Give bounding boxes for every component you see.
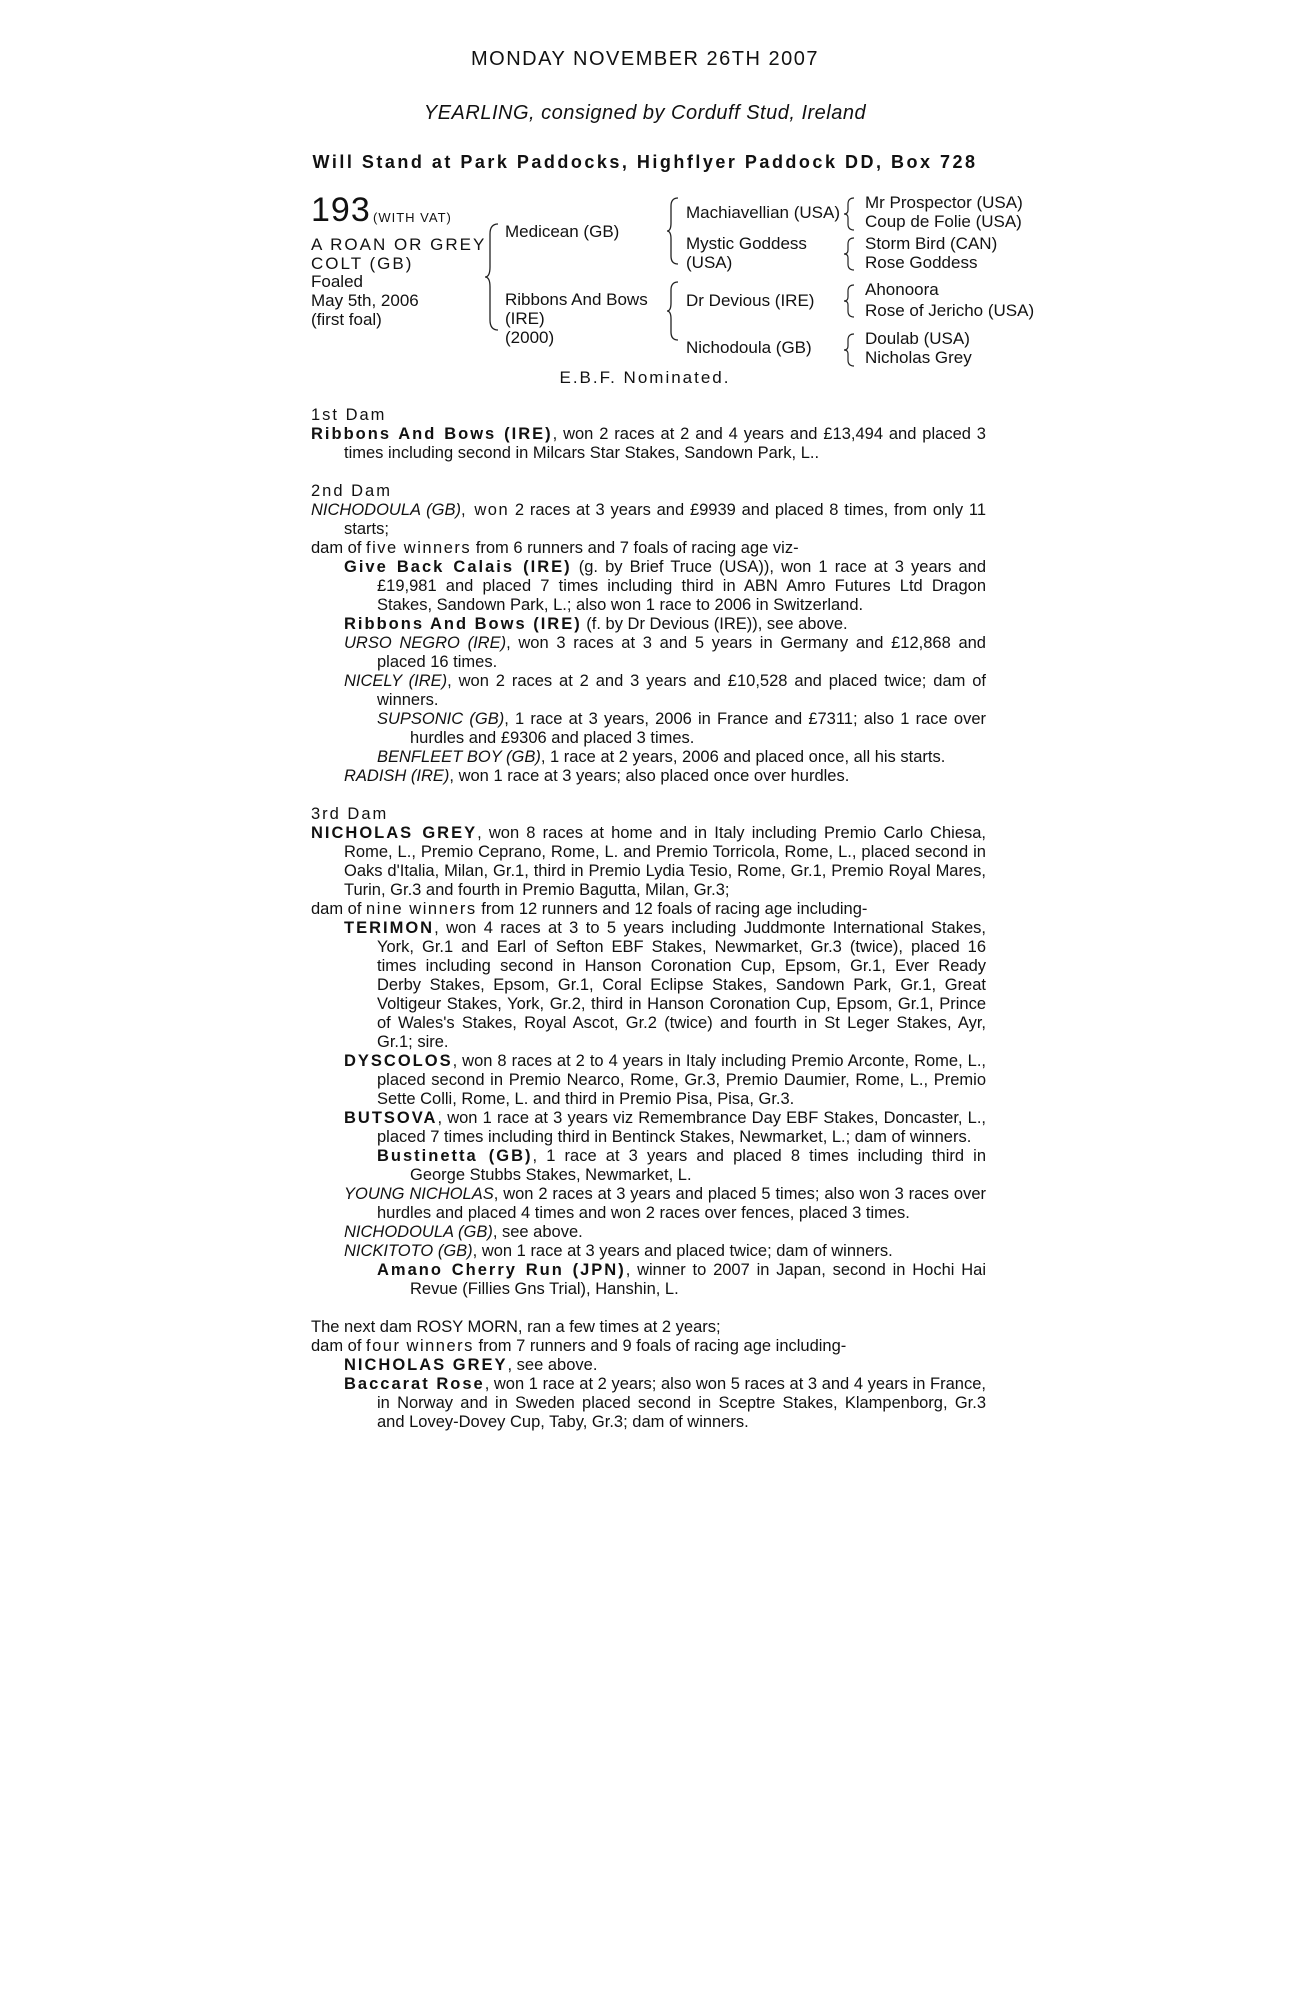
entry-text: (f. by Dr Devious (IRE)), see above.	[581, 615, 848, 633]
progeny-entry	[311, 558, 986, 615]
horse-name: DYSCOLOS	[344, 1052, 453, 1070]
horse-name: Amano Cherry Run (JPN)	[377, 1261, 626, 1279]
horse-name: Give Back Calais (IRE)	[344, 558, 572, 576]
location-line: Will Stand at Park Paddocks, Highflyer Paddock DD, Box 728	[312, 152, 978, 172]
entry-text: , 1 race at 3 years, 2006 in France and £7311; also 1 race over hurdles and £9306 and placed 3 times.	[410, 710, 986, 747]
winners-count: nine winners	[366, 900, 477, 918]
lot-description	[311, 235, 486, 273]
progeny-entry	[311, 1223, 986, 1242]
entry-text: , winner to 2007 in Japan, second in Hochi Hai Revue (Fillies Gns Trial), Hanshin, L.	[410, 1261, 986, 1298]
sale-date: MONDAY NOVEMBER 26TH 2007	[471, 48, 819, 70]
dam-entry	[311, 824, 986, 900]
horse-name: NICHODOULA (GB)	[311, 501, 462, 519]
entry-text: , won 3 races at 3 and 5 years in Germany and £12,868 and placed 16 times.	[377, 634, 986, 671]
grand-progeny-entry	[311, 1261, 986, 1299]
horse-name: Ribbons And Bows (IRE)	[344, 615, 582, 633]
entry-text: , 1 race at 3 years and placed 8 times including third in George Stubbs Stakes, Newmarket, L.	[410, 1147, 986, 1184]
horse-name: BUTSOVA	[344, 1109, 438, 1127]
vat-note: (WITH VAT)	[373, 210, 452, 225]
foaling-info	[311, 272, 419, 329]
horse-name: RADISH (IRE)	[344, 767, 450, 785]
pedigree-brace-ss	[843, 196, 855, 232]
pedigree-brace-sire	[666, 196, 680, 266]
section-first-dam	[311, 406, 986, 463]
pedigree-brace-dd	[843, 332, 855, 368]
produce-prefix: dam of	[311, 1337, 367, 1355]
produce-record	[311, 406, 986, 1432]
produce-summary	[311, 539, 986, 558]
winners-count: five winners	[366, 539, 472, 557]
entry-won: , won	[461, 501, 510, 519]
winners-count: four winners	[366, 1337, 474, 1355]
pedigree-brace-dam	[666, 280, 680, 342]
entry-text: , won 1 race at 2 years; also won 5 races at 3 and 4 years in France, in Norway and in Sweden placed second in Sceptre Stakes, Klampenborg, Gr.3 and Lovey-Dovey Cup, Taby, Gr.3; dam of winners.	[377, 1375, 986, 1431]
section-heading: 2nd Dam	[311, 482, 392, 500]
entry-text: , won 1 race at 3 years and placed twice; dam of winners.	[472, 1242, 893, 1260]
fourth-dam-intro: The next dam ROSY MORN, ran a few times at 2 years;	[311, 1318, 721, 1336]
produce-suffix: from 7 runners and 9 foals of racing age including-	[473, 1337, 847, 1355]
entry-text: , won 8 races at 2 to 4 years in Italy including Premio Arconte, Rome, L., placed second in Premio Nearco, Rome, Gr.3, Premio Daumier, Rome, L., Premio Sette Colli, Rome, L. and third in Premio Pisa, Pisa, Gr.3.	[377, 1052, 986, 1108]
sex-line-2: COLT (GB)	[311, 254, 414, 273]
dam-entry	[311, 501, 986, 539]
pedigree-sire: Medicean (GB)	[505, 222, 620, 241]
progeny-entry	[311, 919, 986, 1052]
grand-progeny-entry	[311, 710, 986, 748]
progeny-entry	[311, 1052, 986, 1109]
horse-name: NICHODOULA (GB)	[344, 1223, 493, 1241]
sire-dam-line-1: Mystic Goddess	[686, 234, 807, 253]
entry-text: , see above.	[507, 1356, 598, 1374]
progeny-entry	[311, 1185, 986, 1223]
entry-text: , see above.	[492, 1223, 583, 1241]
sex-line-1: A ROAN OR GREY	[311, 235, 487, 254]
progeny-entry	[311, 767, 986, 786]
produce-summary	[311, 1337, 986, 1356]
pedigree-brace-ds	[843, 283, 855, 319]
entry-text: (g. by Brief Truce (USA)), won 1 race at 3 years and £19,981 and placed 7 times including third in ABN Amro Futures Ltd Dragon Stakes, Sandown Park, L.; also won 1 race to 2006 in Switzerland.	[377, 558, 986, 614]
pedigree-brace-sd	[843, 236, 855, 272]
sire-dam-line-2: (USA)	[686, 253, 733, 272]
produce-suffix: from 12 runners and 12 foals of racing age including-	[476, 900, 868, 918]
horse-name: Baccarat Rose	[344, 1375, 485, 1393]
produce-prefix: dam of	[311, 539, 367, 557]
horse-name: YOUNG NICHOLAS	[344, 1185, 494, 1203]
dam-name-line-3: (2000)	[505, 328, 555, 347]
pedigree-ddd: Nicholas Grey	[865, 348, 972, 367]
entry-text: , won 2 races at 3 years and placed 5 times; also won 3 races over hurdles and placed 4 times and won 2 races over fences, placed 3 times.	[377, 1185, 986, 1222]
consignment-line: YEARLING, consigned by Corduff Stud, Ireland	[423, 102, 867, 124]
progeny-entry	[311, 1109, 986, 1147]
entry-text: 2 races at 3 years and £9939 and placed 8 times, from only 11 starts;	[344, 501, 986, 538]
progeny-entry	[311, 634, 986, 672]
section-heading: 1st Dam	[311, 406, 387, 424]
pedigree-ssd: Coup de Folie (USA)	[865, 212, 1022, 231]
produce-prefix: dam of	[311, 900, 367, 918]
entry-text: , won 1 race at 3 years viz Remembrance Day EBF Stakes, Doncaster, L., placed 7 times including third in Bentinck Stakes, Newmarket, L.; dam of winners.	[377, 1109, 986, 1146]
dam-name-line-2: (IRE)	[505, 309, 545, 328]
horse-name: Ribbons And Bows (IRE)	[311, 425, 553, 443]
pedigree-sss: Mr Prospector (USA)	[865, 193, 1023, 212]
entry-text: , 1 race at 2 years, 2006 and placed once, all his starts.	[540, 748, 946, 766]
pedigree-dam-sire: Dr Devious (IRE)	[686, 291, 815, 310]
section-second-dam	[311, 482, 986, 786]
dam-name-line-1: Ribbons And Bows	[505, 290, 648, 309]
entry-text: , won 4 races at 3 to 5 years including Juddmonte International Stakes, York, Gr.1 and Earl of Sefton EBF Stakes, Newmarket, Gr.3 (twice), placed 16 times including second in Hanson Coronation Cup, Epsom, Gr.1, Ever Ready Derby Stakes, Epsom, Gr.1, Coral Eclipse Stakes, Sandown Park, Gr.1, Great Voltigeur Stakes, York, Gr.2, third in Hanson Coronation Cup, Epsom, Gr.1, Prince of Wales's Stakes, Royal Ascot, Gr.2 (twice) and fourth in St Leger Stakes, Ayr, Gr.1; sire.	[377, 919, 986, 1051]
section-heading: 3rd Dam	[311, 805, 389, 823]
section-third-dam	[311, 805, 986, 1299]
horse-name: SUPSONIC (GB)	[377, 710, 505, 728]
horse-name: NICELY (IRE)	[344, 672, 448, 690]
produce-suffix: from 6 runners and 7 foals of racing age viz-	[471, 539, 799, 557]
progeny-entry	[311, 672, 986, 710]
pedigree-sire-dam	[686, 234, 807, 272]
pedigree-dss: Ahonoora	[865, 280, 939, 299]
pedigree-brace-main	[484, 222, 500, 332]
progeny-entry	[311, 1356, 986, 1375]
foaled-label: Foaled	[311, 272, 363, 291]
horse-name: NICKITOTO (GB)	[344, 1242, 473, 1260]
progeny-entry	[311, 615, 986, 634]
entry-text: , won 1 race at 3 years; also placed once over hurdles.	[449, 767, 850, 785]
horse-name: TERIMON	[344, 919, 435, 937]
grand-progeny-entry	[311, 1147, 986, 1185]
produce-summary	[311, 900, 986, 919]
pedigree-dds: Doulab (USA)	[865, 329, 970, 348]
lot-number: 193	[311, 191, 371, 229]
pedigree-sds: Storm Bird (CAN)	[865, 234, 998, 253]
pedigree-dam	[505, 290, 648, 347]
horse-name: URSO NEGRO (IRE)	[344, 634, 507, 652]
grand-progeny-entry	[311, 748, 986, 767]
pedigree-dsd: Rose of Jericho (USA)	[865, 301, 1035, 320]
ebf-note: E.B.F. Nominated.	[559, 368, 731, 387]
pedigree-sdd: Rose Goddess	[865, 253, 978, 272]
horse-name: NICHOLAS GREY	[344, 1356, 508, 1374]
pedigree-sire-sire: Machiavellian (USA)	[686, 203, 840, 222]
horse-name: Bustinetta (GB)	[377, 1147, 533, 1165]
pedigree-dam-dam: Nichodoula (GB)	[686, 338, 812, 357]
foal-note: (first foal)	[311, 310, 382, 329]
progeny-entry	[311, 1242, 986, 1261]
horse-name: NICHOLAS GREY	[311, 824, 478, 842]
dam-entry	[311, 425, 986, 463]
entry-text: , won 2 races at 2 and 4 years and £13,494 and placed 3 times including second in Milcars Star Stakes, Sandown Park, L..	[344, 425, 986, 462]
horse-name: BENFLEET BOY (GB)	[377, 748, 541, 766]
entry-text: , won 2 races at 2 and 3 years and £10,528 and placed twice; dam of winners.	[377, 672, 986, 709]
section-fourth-dam	[311, 1318, 986, 1432]
entry-text: , won 8 races at home and in Italy including Premio Carlo Chiesa, Rome, L., Premio Ceprano, Rome, L. and Premio Torricola, Rome, L., placed second in Oaks d'Italia, Milan, Gr.1, third in Premio Lydia Tesio, Rome, Gr.1, Premio Royal Mares, Turin, Gr.3 and fourth in Premio Bagutta, Milan, Gr.3;	[344, 824, 986, 899]
foaled-date: May 5th, 2006	[311, 291, 419, 310]
progeny-entry	[311, 1375, 986, 1432]
